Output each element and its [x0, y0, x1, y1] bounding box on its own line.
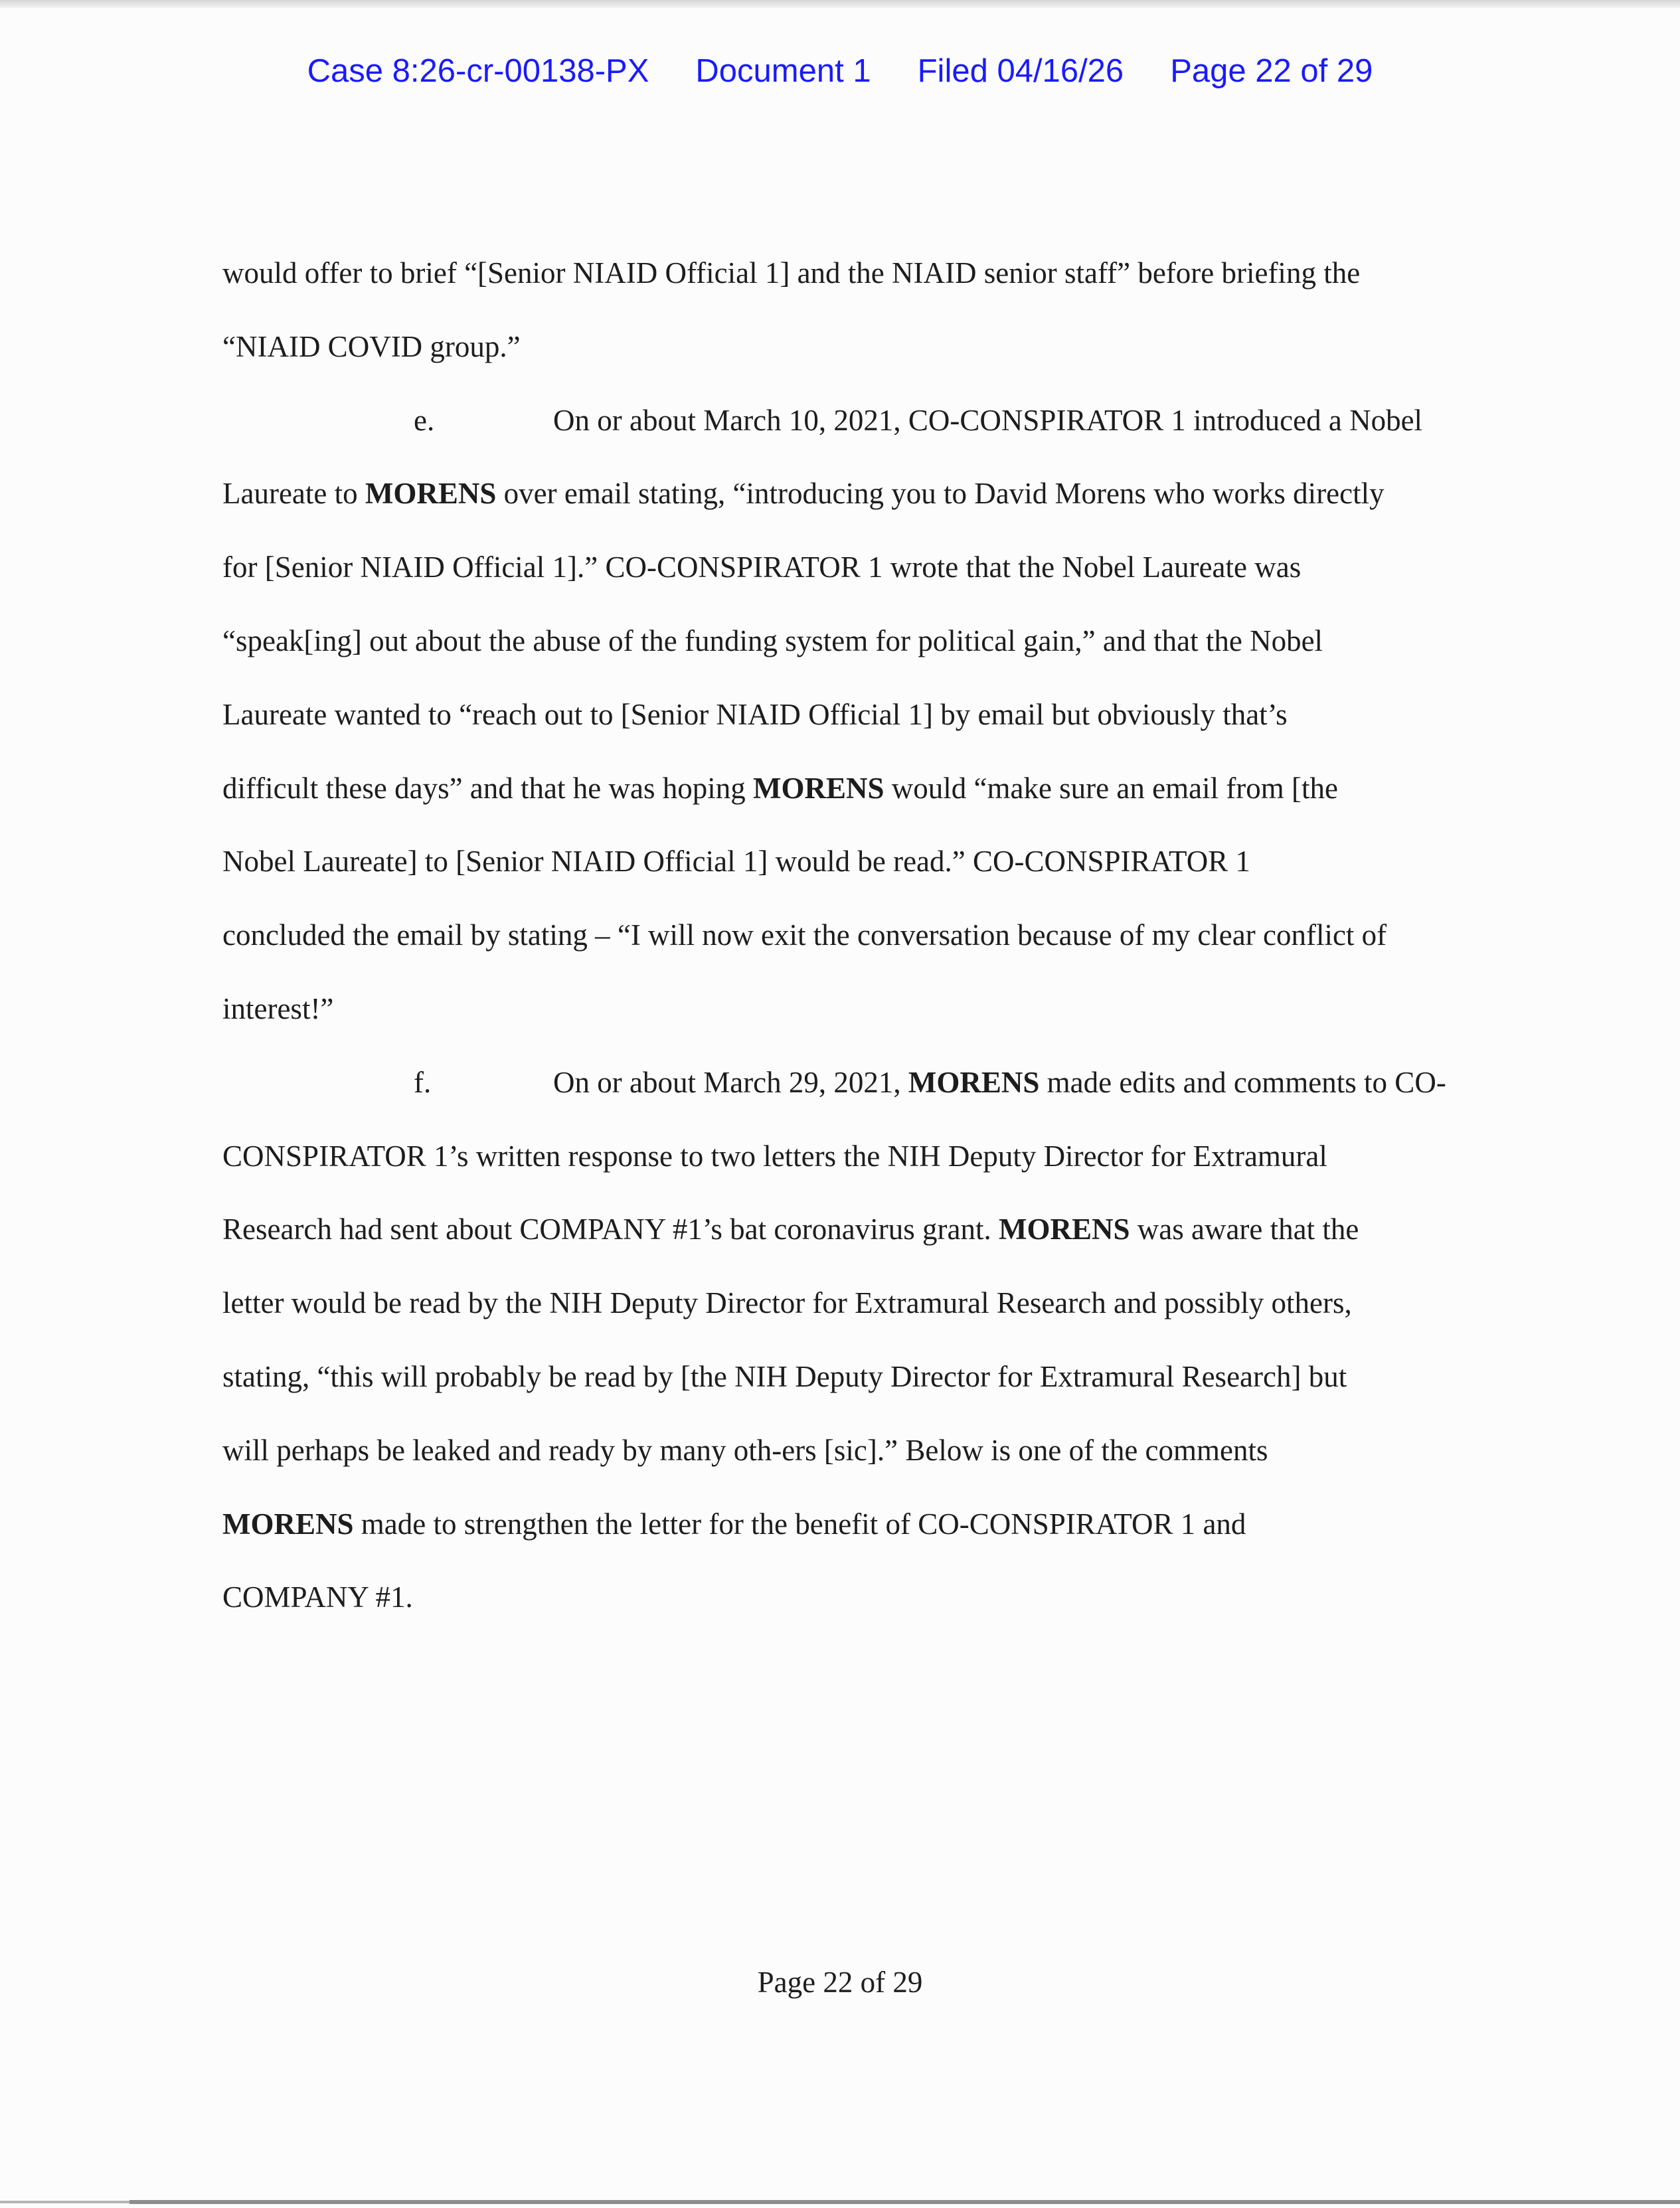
body-text-run: made edits and comments to CO-: [1039, 1065, 1446, 1099]
body-line: “speak[ing] out about the abuse of the funding system for political gain,” and that the Nobel: [222, 624, 1323, 657]
footer-page-number: Page 22 of 29: [757, 1966, 923, 1999]
body-text-run: difficult these days” and that he was hoping: [222, 771, 753, 805]
defendant-name: MORENS: [908, 1065, 1040, 1099]
body-line: stating, “this will probably be read by [the NIH Deputy Director for Extramural Research] but: [222, 1359, 1347, 1393]
body-line: interest!”: [222, 991, 334, 1025]
body-text-run: On or about March 10, 2021, CO-CONSPIRATOR 1 introduced a Nobel: [553, 403, 1423, 437]
body-line: concluded the email by stating – “I will now exit the conversation because of my clear conflict of: [222, 918, 1387, 952]
item-letter-f: f.: [414, 1065, 432, 1099]
scan-top-edge: [0, 0, 1680, 8]
body-text-run: On or about March 29, 2021,: [553, 1065, 908, 1099]
body-line: [222, 457, 1468, 531]
header-page-number: Page 22 of 29: [1170, 53, 1373, 89]
body-line: for [Senior NIAID Official 1].” CO-CONSPIRATOR 1 wrote that the Nobel Laureate was: [222, 551, 1302, 584]
defendant-name: MORENS: [752, 771, 884, 805]
body-line: Laureate wanted to “reach out to [Senior NIAID Official 1] by email but obviously that’s: [222, 697, 1288, 731]
body-line: [222, 752, 1468, 825]
body-line: COMPANY #1.: [222, 1580, 413, 1614]
body-line: “NIAID COVID group.”: [222, 329, 521, 363]
item-letter-e: e.: [414, 403, 435, 437]
document-number: Document 1: [695, 53, 871, 89]
paragraph-e-first-line: [222, 384, 1468, 458]
case-number: Case 8:26-cr-00138-PX: [307, 53, 649, 89]
body-text-run: Laureate to: [222, 477, 365, 511]
body-text-run: was aware that the: [1130, 1213, 1359, 1246]
body-line: will perhaps be leaked and ready by many oth-ers [sic].” Below is one of the comments: [222, 1433, 1268, 1467]
body-line: letter would be read by the NIH Deputy Director for Extramural Research and possibly others,: [222, 1286, 1352, 1320]
body-line: CONSPIRATOR 1’s written response to two letters the NIH Deputy Director for Extramural: [222, 1139, 1327, 1173]
body-text-run: would “make sure an email from [the: [884, 771, 1339, 805]
body-text-run: made to strengthen the letter for the benefit of CO-CONSPIRATOR 1 and: [353, 1507, 1246, 1541]
scan-bottom-edge: [0, 2201, 129, 2203]
scan-bottom-edge: [129, 2200, 1680, 2204]
filed-date: Filed 04/16/26: [917, 53, 1124, 89]
body-text-run: Research had sent about COMPANY #1’s bat coronavirus grant.: [222, 1213, 999, 1246]
ecf-header: [0, 48, 1680, 94]
defendant-name: MORENS: [222, 1507, 354, 1541]
body-line: [222, 1487, 1468, 1561]
body-text-run: over email stating, “introducing you to David Morens who works directly: [496, 477, 1385, 511]
paragraph-f-first-line: [222, 1046, 1468, 1120]
defendant-name: MORENS: [365, 477, 497, 511]
document-body: [222, 236, 1468, 1634]
defendant-name: MORENS: [998, 1213, 1130, 1246]
body-line: would offer to brief “[Senior NIAID Official 1] and the NIAID senior staff” before briefing the: [222, 256, 1361, 290]
body-line: Nobel Laureate] to [Senior NIAID Official 1] would be read.” CO-CONSPIRATOR 1: [222, 845, 1250, 879]
body-line: [222, 1193, 1468, 1266]
